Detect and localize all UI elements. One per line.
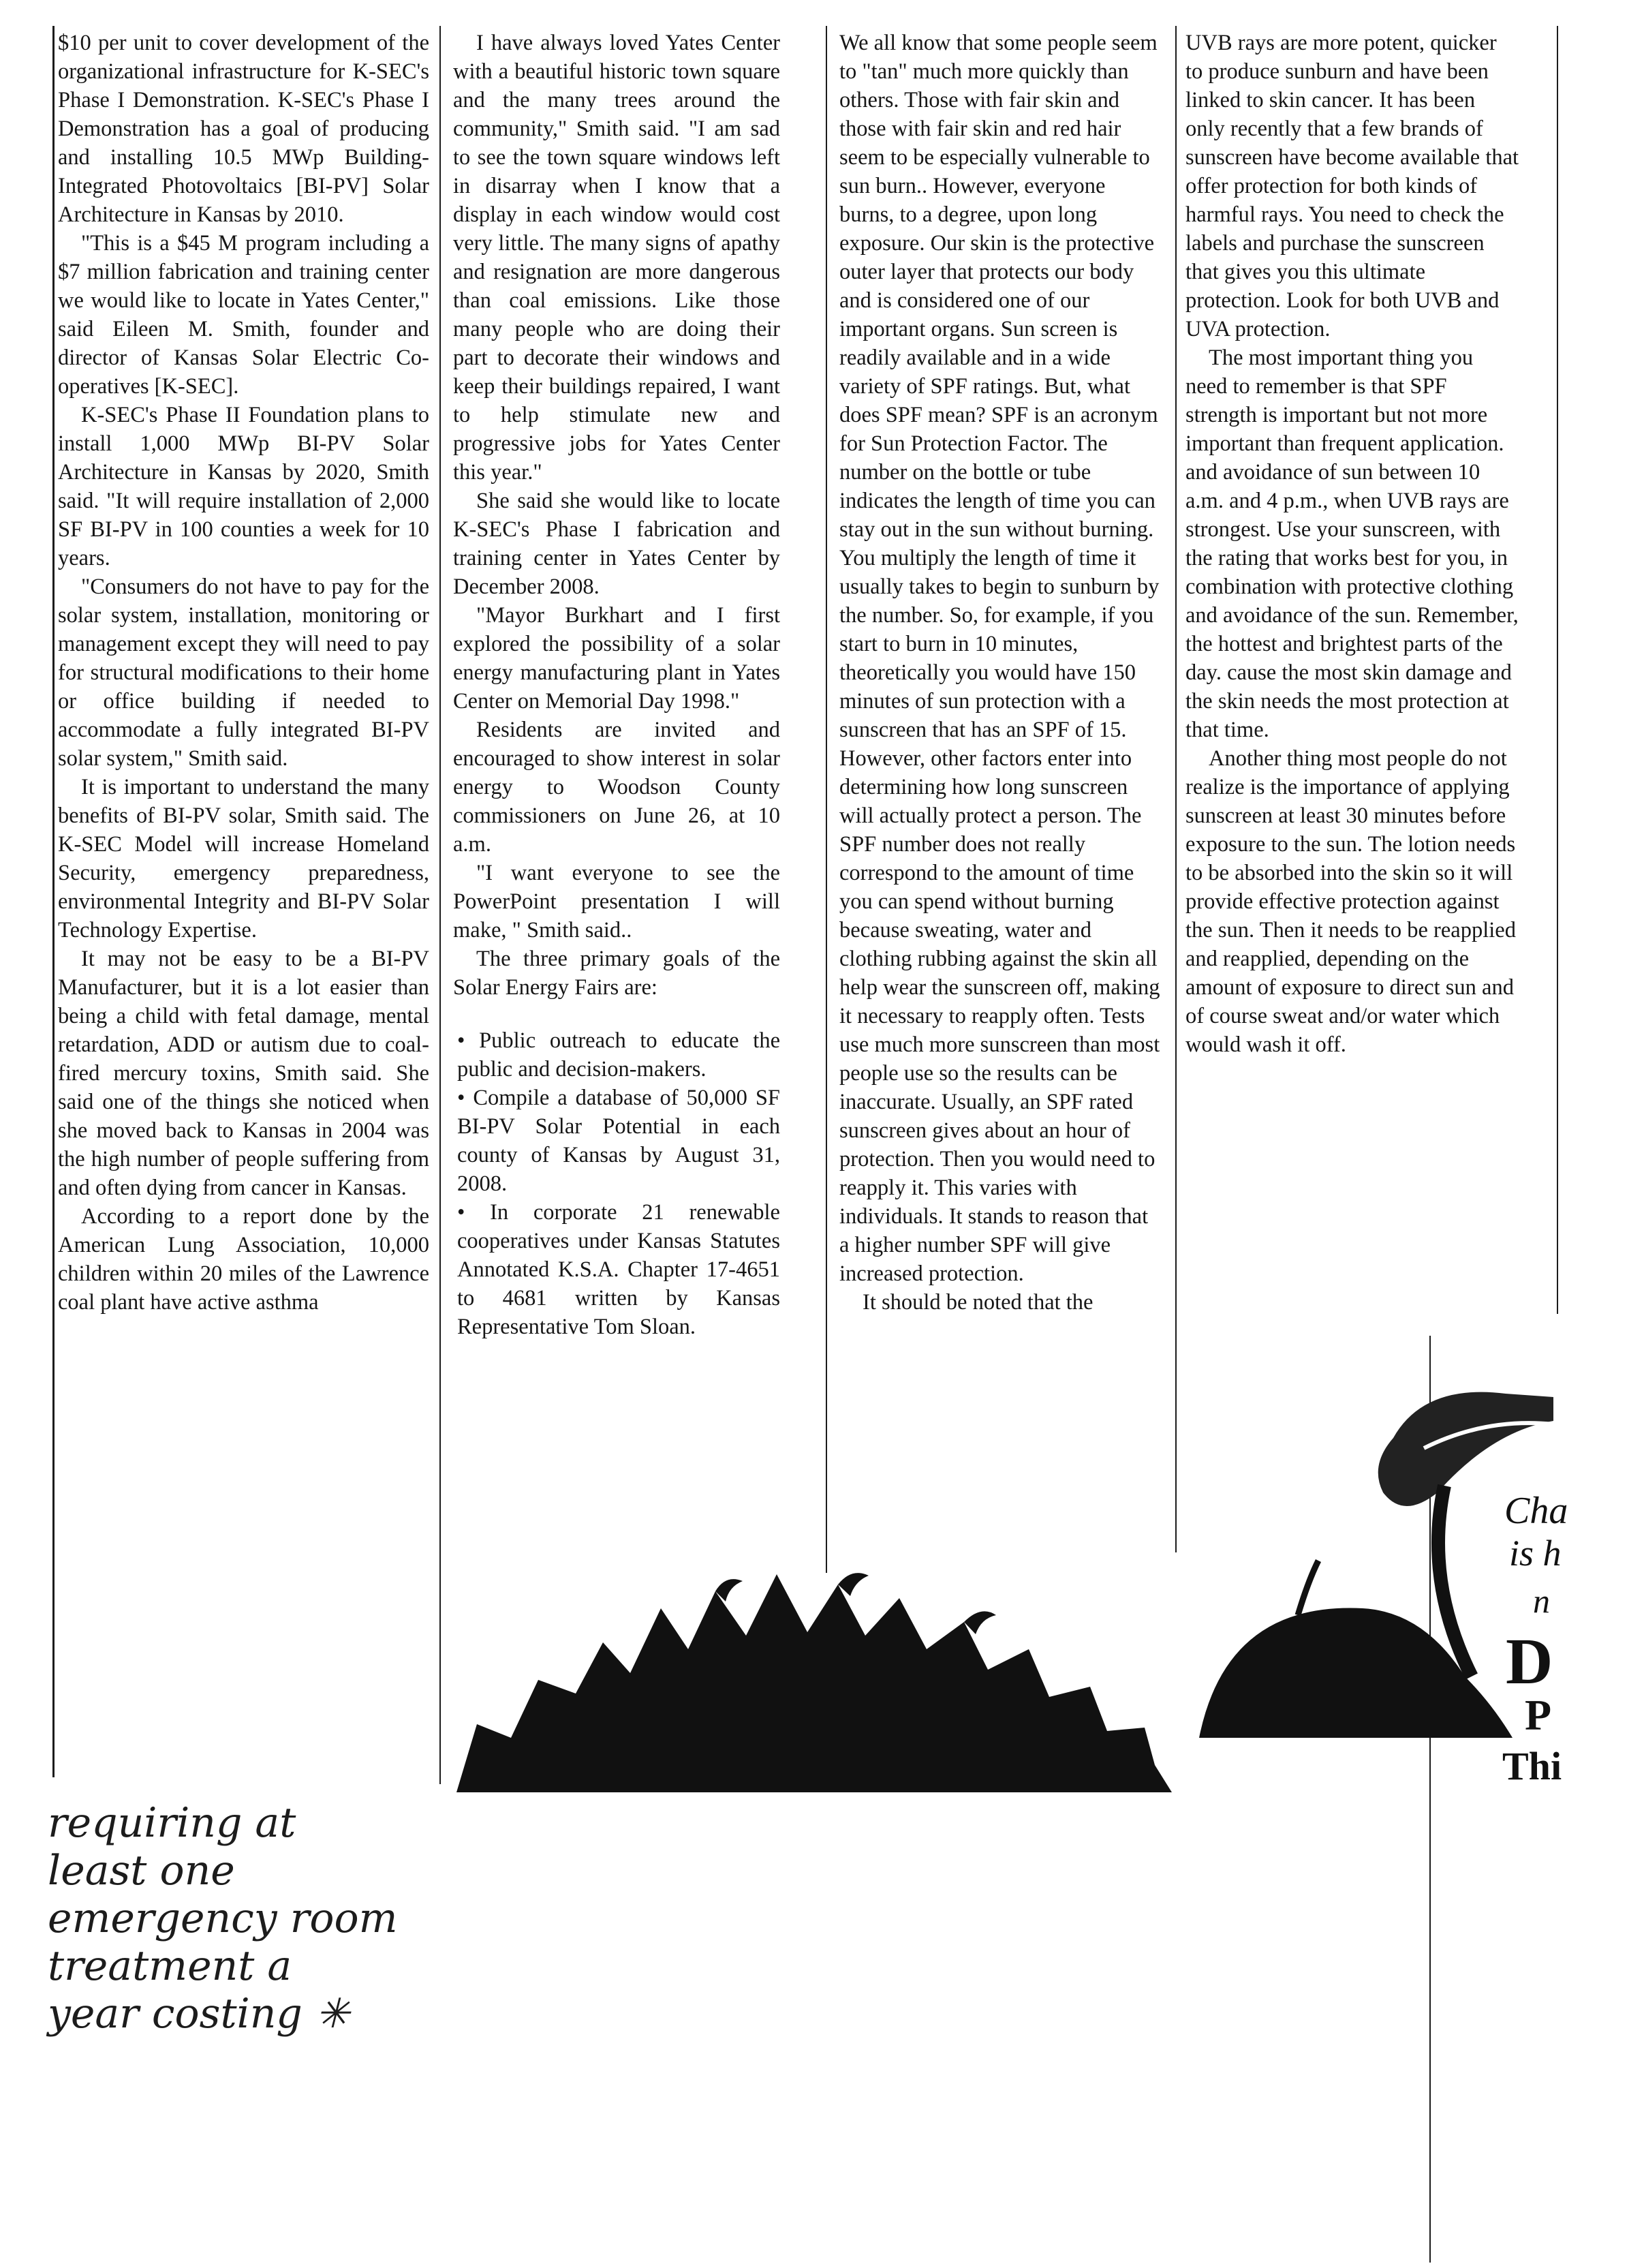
bullet-item: • Compile a database of 50,000 SF BI-PV Solar Potential in each county of Kansas by August 31, 2008. — [457, 1086, 780, 1196]
paragraph: It may not be easy to be a BI-PV Manufacturer, but it is a lot easier than being a child with fetal damage, mental retardation, ADD or autism due to coal-fired mercury toxins, Smith said. She said one of the things she noticed when she moved back to Kansas in 2004 was the high number of people suffering from and often dying from cancer in Kansas. — [58, 947, 429, 1200]
paragraph: "Mayor Burkhart and I first explored the possibility of a solar energy manufacturing plant in Yates Center on Memorial Day 1998." — [453, 603, 780, 714]
paragraph: "This is a $45 M program including a $7 million fabrication and training center we would like to locate in Yates Center," said Eileen M. Smith, founder and director of Kansas Solar Electric Co-operatives [K-SEC]. — [58, 231, 429, 399]
paragraph: It should be noted that the — [863, 1290, 1094, 1315]
paragraph: I have always loved Yates Center with a beautiful historic town square and the many trees around the community," Smith said. "I am sad to see the town square windows left in disarray when I know that a display in each window would cost very little. The many signs of apathy and resignation are more dangerous than coal emissions. Like those many people who are doing their part to decorate their windows and keep their buildings repaired, I want to help stimulate new and progressive jobs for Yates Center this year." — [453, 31, 780, 485]
handwritten-line: emergency room — [48, 1895, 398, 1942]
paragraph: It is important to understand the many benefits of BI-PV solar, Smith said. The K-SEC Model will increase Homeland Security, emergency preparedness, environmental Integrity and BI-PV Solar Technology Expertise. — [58, 775, 429, 943]
paragraph: Another thing most people do not realize is the importance of applying sunscreen at least 30 minutes before exposure to the sun. The lotion needs to be absorbed into the skin so it will provide effective protection against the sun. Then it needs to be reapplied and reapplied, depending on the amount of exposure to direct sun and of course sweat and/or water which would wash it off. — [1185, 746, 1516, 1057]
handwritten-line: treatment a — [48, 1942, 292, 1990]
paragraph-continued: UVB rays are more potent, quicker to produce sunburn and have been linked to skin cancer. It has been only recently that a few brands of sunscreen have become available that offer protection for both kinds of harmful rays. You need to check the labels and purchase the sunscreen that gives you this ultimate protection. Look for both UVB and UVA protection. — [1185, 31, 1519, 341]
ad-text-line-6: Thi — [1502, 1744, 1562, 1788]
paragraph-continued: $10 per unit to cover development of the organizational infrastructure for K-SEC's Phase I Demonstration. K-SEC's Phase I Demonstration has a goal of producing and installing 10.5 MWp Building-Integrated Photovoltaics [BI-PV] Solar Architecture in Kansas by 2010. — [58, 31, 429, 227]
apple-illustration — [1199, 1356, 1553, 1779]
ad-text-line-1: Cha — [1504, 1490, 1568, 1532]
paragraph: The most important thing you need to remember is that SPF strength is important but not more important than frequent application. and avoidance of sun between 10 a.m. and 4 p.m., when UVB rays are strongest. Use your sunscreen, with the rating that works best for you, in combination with protective clothing and avoidance of the sun. Remember, the hottest and brightest parts of the day. cause the most skin damage and the skin needs the most protection at that time. — [1185, 346, 1519, 742]
paragraph: "Consumers do not have to pay for the solar system, installation, monitoring or management except they will need to pay for structural modifications to their home or office building if needed to accommodate a fully integrated BI-PV solar system," Smith said. — [58, 574, 429, 771]
handwritten-note — [48, 1799, 470, 2038]
paragraph: According to a report done by the American Lung Association, 10,000 children within 20 miles of the Lawrence coal plant have active asthma — [58, 1204, 429, 1315]
ad-text-line-5: P — [1525, 1691, 1552, 1739]
bullet-item: • In corporate 21 renewable cooperatives under Kansas Statutes Annotated K.S.A. Chapter 17-4651 to 4681 written by Kansas Representative Tom Sloan. — [457, 1200, 780, 1339]
paragraph: She said she would like to locate K-SEC's Phase I fabrication and training center in Yates Center by December 2008. — [453, 489, 780, 599]
article-column-4 — [1185, 29, 1519, 1059]
column-rule-right — [1557, 26, 1558, 1314]
article-column-1 — [58, 29, 429, 1317]
sunburst-illustration — [456, 1561, 1172, 1792]
article-column-2 — [453, 29, 780, 1341]
column-rule-2 — [826, 26, 827, 1573]
column-rule-1 — [439, 26, 441, 1784]
paragraph: The three primary goals of the Solar Energy Fairs are: — [453, 947, 780, 1000]
paragraph-spacer — [453, 1002, 780, 1026]
paragraph-continued: We all know that some people seem to "tan" much more quickly than others. Those with fair skin and those with fair skin and red hair seem to be especially vulnerable to sun burn.. However, everyone burns, to a degree, upon long exposure. Our skin is the protective outer layer that protects our body and is considered one of our important organs. Sun screen is readily available and in a wide variety of SPF ratings. But, what does SPF mean? SPF is an acronym for Sun Protection Factor. The number on the bottle or tube indicates the length of time you can stay out in the sun without burning. You multiply the length of time it usually takes to begin to sunburn by the number. So, for example, if you start to burn in 10 minutes, theoretically you would have 150 minutes of sun protection with a sunscreen that has an SPF of 15. However, other factors enter into determining how long sunscreen will actually protect a person. The SPF number does not really correspond to the amount of time you can spend without burning because sweating, water and clothing rubbing against the skin all help wear the sunscreen off, making it necessary to reapply often. Tests use much more sunscreen than most people use so the results can be inaccurate. Usually, an SPF rated sunscreen gives about an hour of protection. Then you would need to reapply it. This varies with individuals. It stands to reason that a higher number SPF will give increased protection. — [839, 31, 1160, 1286]
handwritten-line: least one — [48, 1847, 235, 1895]
ad-text-line-2: is h — [1509, 1533, 1562, 1574]
ad-text-line-4: D — [1506, 1625, 1553, 1698]
column-rule-left — [52, 26, 55, 1777]
handwritten-line: requiring at — [48, 1799, 296, 1847]
paragraph: K-SEC's Phase II Foundation plans to install 1,000 MWp BI-PV Solar Architecture in Kansas by 2020, Smith said. "It will require installation of 2,000 SF BI-PV in 100 counties a week for 10 years. — [58, 403, 429, 570]
ad-text-line-3: n — [1533, 1582, 1550, 1620]
bullet-item: • Public outreach to educate the public and decision-makers. — [457, 1028, 780, 1082]
article-column-3 — [839, 29, 1163, 1317]
column-rule-3 — [1175, 26, 1177, 1552]
handwritten-line: year costing ✳ — [48, 1990, 350, 2038]
paragraph: "I want everyone to see the PowerPoint presentation I will make, " Smith said.. — [453, 861, 780, 943]
paragraph: Residents are invited and encouraged to show interest in solar energy to Woodson County commissioners on June 26, at 10 a.m. — [453, 718, 780, 857]
